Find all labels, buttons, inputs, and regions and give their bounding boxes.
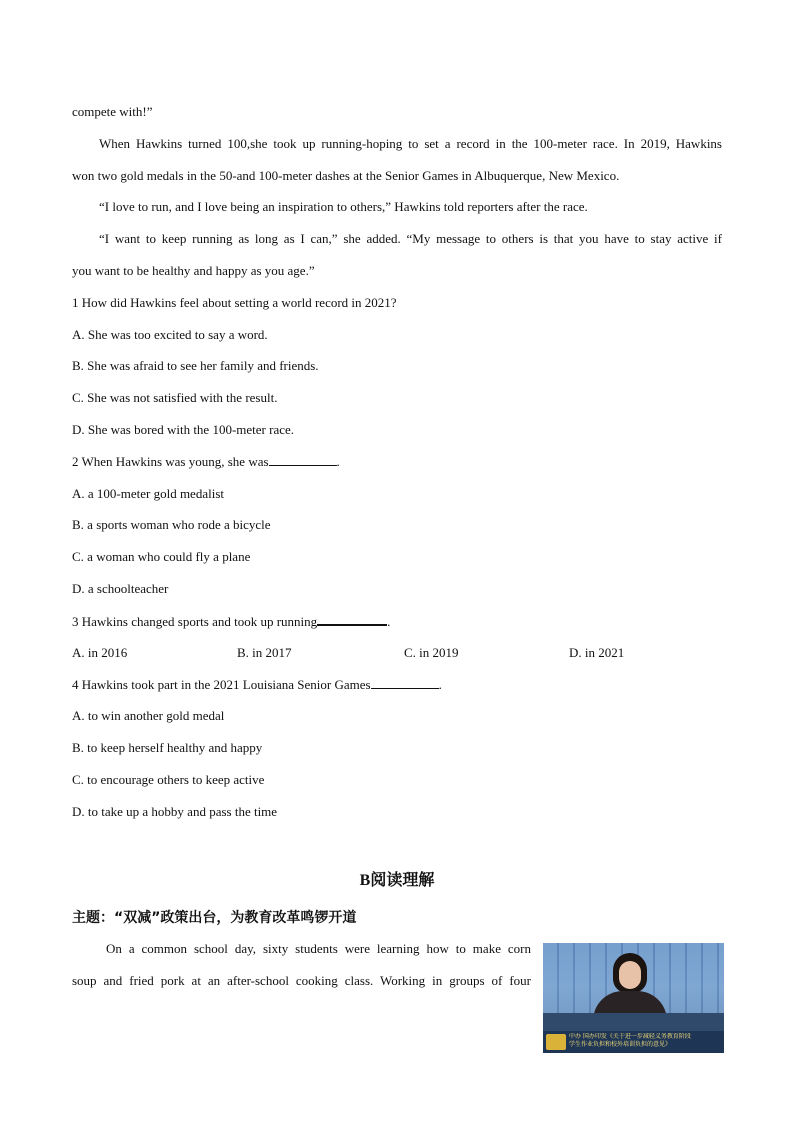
answer-option: A. She was too excited to say a word.: [72, 327, 268, 342]
passage-line: compete with!”: [72, 104, 153, 119]
caption-line: 学生作业负担和校外培训负担的意见》: [569, 1041, 672, 1048]
passage-line: won two gold medals in the 50-and 100-meter dashes at the Senior Games in Albuquerque, New Mexico.: [72, 168, 620, 183]
passage-line: soup and fried pork at an after-school cooking class. Working in groups of four: [72, 973, 531, 988]
passage-line: you want to be healthy and happy as you age.”: [72, 263, 315, 278]
answer-blank: [317, 612, 387, 626]
question-stem: 1 How did Hawkins feel about setting a world record in 2021?: [72, 295, 397, 310]
question-stem-end: .: [438, 677, 442, 692]
question-stem-end: .: [336, 454, 340, 469]
anchor-face: [619, 961, 641, 989]
answer-option: A. to win another gold medal: [72, 708, 225, 723]
question-stem-text: 3 Hawkins changed sports and took up running: [72, 614, 318, 629]
answer-option: B. in 2017: [237, 645, 292, 660]
passage-line: “I want to keep running as long as I can,” she added. “My message to others is that you have to stay active if: [99, 231, 722, 246]
answer-option: A. a 100-meter gold medalist: [72, 486, 224, 501]
answer-option: A. in 2016: [72, 645, 128, 660]
answer-option: B. a sports woman who rode a bicycle: [72, 517, 271, 532]
answer-blank: [371, 676, 439, 689]
answer-option: B. She was afraid to see her family and friends.: [72, 358, 319, 373]
question-stem: [72, 676, 722, 694]
news-caption: [569, 1033, 721, 1049]
question-stem: [72, 612, 722, 631]
passage-line: On a common school day, sixty students were learning how to make corn: [106, 941, 531, 956]
answer-option: B. to keep herself healthy and happy: [72, 740, 263, 755]
section-topic: 主题：“双减”政策出台，为教育改革鸣锣开道: [72, 910, 357, 926]
passage-line: When Hawkins turned 100,she took up running-hoping to set a record in the 100-meter race. In 2019, Hawkins: [99, 136, 722, 151]
channel-logo-icon: [546, 1034, 566, 1050]
question-stem: [72, 453, 722, 471]
answer-option: C. in 2019: [404, 645, 459, 660]
passage-line: “I love to run, and I love being an inspiration to others,” Hawkins told reporters after the race.: [99, 199, 588, 214]
question-stem-end: .: [387, 614, 391, 629]
answer-option: D. a schoolteacher: [72, 581, 169, 596]
answer-option: C. to encourage others to keep active: [72, 772, 265, 787]
caption-line: 中办 国办印发《关于进一步减轻义务教育阶段: [569, 1033, 691, 1040]
answer-option: D. in 2021: [569, 645, 625, 660]
answer-option: C. a woman who could fly a plane: [72, 549, 251, 564]
answer-option: D. She was bored with the 100-meter race.: [72, 422, 295, 437]
section-title: B阅读理解: [359, 872, 435, 889]
answer-option: D. to take up a hobby and pass the time: [72, 804, 278, 819]
answer-blank: [269, 453, 337, 466]
answer-option: C. She was not satisfied with the result.: [72, 390, 278, 405]
question-stem-text: 2 When Hawkins was young, she was: [72, 454, 269, 469]
question-stem-text: 4 Hawkins took part in the 2021 Louisiana Senior Games: [72, 677, 371, 692]
news-desk: [543, 1013, 724, 1031]
news-broadcast-image: [543, 943, 724, 1053]
answer-options-row: [72, 644, 722, 662]
